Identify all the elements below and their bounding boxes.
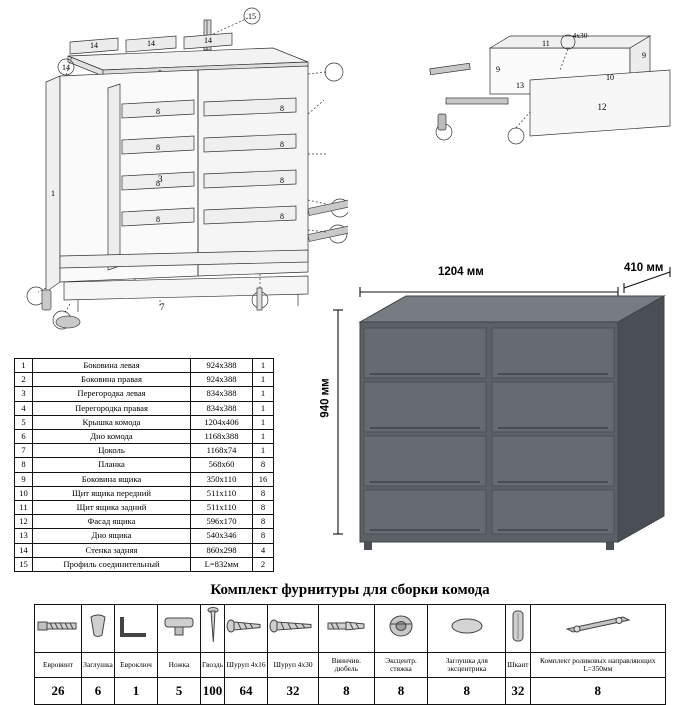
part-qty: 8 xyxy=(253,486,274,500)
part-number: 2 xyxy=(15,373,33,387)
hardware-kit-title: Комплект фурнитуры для сборки комода xyxy=(210,582,490,598)
parts-table-body xyxy=(15,359,274,572)
kit-item-count: 32 xyxy=(506,678,530,705)
kit-names-row xyxy=(35,653,666,678)
part-size: 1204х406 xyxy=(191,415,253,429)
kit-item-count: 100 xyxy=(201,678,225,705)
kit-item-count: 6 xyxy=(82,678,115,705)
table-row xyxy=(15,529,274,543)
svg-text:12: 12 xyxy=(597,102,607,112)
part-name: Перегородка левая xyxy=(33,387,191,401)
part-name: Боковина левая xyxy=(33,359,191,373)
table-row xyxy=(15,486,274,500)
part-name: Боковина ящика xyxy=(33,472,191,486)
kit-item-name: Шкант xyxy=(506,653,530,678)
part-number: 8 xyxy=(15,458,33,472)
table-row xyxy=(15,472,274,486)
part-size: 924х388 xyxy=(191,373,253,387)
part-number: 1 xyxy=(15,359,33,373)
kit-item-count: 8 xyxy=(319,678,375,705)
table-row xyxy=(15,543,274,557)
kit-counts-row xyxy=(35,678,666,705)
part-size: 860х298 xyxy=(191,543,253,557)
part-number: 13 xyxy=(15,529,33,543)
svg-text:7: 7 xyxy=(160,302,165,312)
table-row xyxy=(15,387,274,401)
svg-text:14: 14 xyxy=(204,36,212,45)
table-row xyxy=(15,373,274,387)
hardware-kit-table xyxy=(34,604,666,705)
part-size: 511х110 xyxy=(191,501,253,515)
euro-screw-icon xyxy=(35,605,82,653)
svg-text:8: 8 xyxy=(156,179,160,188)
part-qty: 8 xyxy=(253,529,274,543)
cam-lock-icon xyxy=(374,605,428,653)
kit-icons-row xyxy=(35,605,666,653)
part-name: Цоколь xyxy=(33,444,191,458)
svg-text:3: 3 xyxy=(158,174,163,184)
svg-text:10: 10 xyxy=(606,73,614,82)
part-qty: 8 xyxy=(253,515,274,529)
table-row xyxy=(15,557,274,571)
part-name: Дно ящика xyxy=(33,529,191,543)
part-qty: 1 xyxy=(253,444,274,458)
part-qty: 1 xyxy=(253,373,274,387)
svg-text:8: 8 xyxy=(280,104,284,113)
part-qty: 8 xyxy=(253,501,274,515)
screw-4x16-icon xyxy=(225,605,268,653)
kit-item-name: Шуруп 4х30 xyxy=(268,653,319,678)
svg-text:9: 9 xyxy=(642,51,646,60)
cam-cap-icon xyxy=(428,605,506,653)
part-number: 6 xyxy=(15,430,33,444)
leg-icon xyxy=(158,605,201,653)
part-size: L=832мм xyxy=(191,557,253,571)
wooden-dowel-icon xyxy=(506,605,530,653)
svg-text:8: 8 xyxy=(280,212,284,221)
part-name: Крышка комода xyxy=(33,415,191,429)
table-row xyxy=(15,515,274,529)
part-number: 15 xyxy=(15,557,33,571)
part-qty: 2 xyxy=(253,557,274,571)
exploded-cabinet-diagram xyxy=(8,4,348,344)
dowel-screw-icon xyxy=(319,605,375,653)
kit-item-name: Гвоздь xyxy=(201,653,225,678)
width-dimension-label: 1204 мм xyxy=(438,266,484,278)
kit-item-name: Комплект роликовых направляющих L=350мм xyxy=(530,653,665,678)
part-size: 511х110 xyxy=(191,486,253,500)
kit-item-name: Шуруп 4х16 xyxy=(225,653,268,678)
svg-text:9: 9 xyxy=(496,65,500,74)
part-qty: 4 xyxy=(253,543,274,557)
table-row xyxy=(15,401,274,415)
part-size: 350х110 xyxy=(191,472,253,486)
nail-icon xyxy=(201,605,225,653)
svg-text:1: 1 xyxy=(51,189,55,198)
cap-plug-icon xyxy=(82,605,115,653)
part-size: 1168х74 xyxy=(191,444,253,458)
part-qty: 8 xyxy=(253,458,274,472)
svg-text:14: 14 xyxy=(90,41,98,50)
table-row xyxy=(15,501,274,515)
table-row xyxy=(15,415,274,429)
part-size: 1168х388 xyxy=(191,430,253,444)
part-number: 9 xyxy=(15,472,33,486)
svg-text:8: 8 xyxy=(156,143,160,152)
kit-item-count: 8 xyxy=(530,678,665,705)
part-number: 14 xyxy=(15,543,33,557)
part-qty: 1 xyxy=(253,415,274,429)
kit-item-count: 5 xyxy=(158,678,201,705)
part-name: Щит ящика задний xyxy=(33,501,191,515)
svg-text:14: 14 xyxy=(147,39,155,48)
height-dimension-label: 940 мм xyxy=(319,378,332,418)
part-number: 5 xyxy=(15,415,33,429)
part-name: Фасад ящика xyxy=(33,515,191,529)
kit-item-name: Евровинт xyxy=(35,653,82,678)
screw-4x30-icon xyxy=(268,605,319,653)
part-number: 7 xyxy=(15,444,33,458)
table-row xyxy=(15,458,274,472)
part-size: 596х170 xyxy=(191,515,253,529)
table-row xyxy=(15,359,274,373)
kit-item-name: Евроключ xyxy=(115,653,158,678)
part-size: 834х388 xyxy=(191,387,253,401)
part-name: Стенка задняя xyxy=(33,543,191,557)
svg-text:8: 8 xyxy=(156,215,160,224)
part-number: 12 xyxy=(15,515,33,529)
part-qty: 1 xyxy=(253,387,274,401)
kit-item-count: 26 xyxy=(35,678,82,705)
part-name: Профиль соединительный xyxy=(33,557,191,571)
svg-text:8: 8 xyxy=(280,140,284,149)
part-name: Дно комода xyxy=(33,430,191,444)
svg-text:11: 11 xyxy=(542,39,550,48)
part-number: 3 xyxy=(15,387,33,401)
part-qty: 1 xyxy=(253,359,274,373)
svg-text:4х30: 4х30 xyxy=(572,31,588,40)
part-name: Боковина правая xyxy=(33,373,191,387)
kit-item-count: 8 xyxy=(374,678,428,705)
kit-item-count: 32 xyxy=(268,678,319,705)
drawer-assembly-diagram xyxy=(420,14,690,154)
part-name: Перегородка правая xyxy=(33,401,191,415)
drawer-slide-icon xyxy=(530,605,665,653)
part-qty: 1 xyxy=(253,401,274,415)
kit-item-name: Ввинчив. дюбель xyxy=(319,653,375,678)
part-qty: 1 xyxy=(253,430,274,444)
kit-item-name: Заглушка xyxy=(82,653,115,678)
svg-text:15: 15 xyxy=(248,12,256,21)
table-row xyxy=(15,444,274,458)
kit-item-name: Ножка xyxy=(158,653,201,678)
depth-dimension-label: 410 мм xyxy=(624,262,664,274)
svg-text:14: 14 xyxy=(62,63,70,72)
part-size: 924х388 xyxy=(191,359,253,373)
kit-item-name: Заглушка для эксцентрика xyxy=(428,653,506,678)
parts-list-table xyxy=(14,358,274,572)
table-row xyxy=(15,430,274,444)
part-qty: 16 xyxy=(253,472,274,486)
svg-text:8: 8 xyxy=(156,107,160,116)
part-name: Планка xyxy=(33,458,191,472)
kit-item-name: Эксцентр. стяжка xyxy=(374,653,428,678)
part-size: 834х388 xyxy=(191,401,253,415)
part-size: 568х60 xyxy=(191,458,253,472)
part-name: Щит ящика передний xyxy=(33,486,191,500)
svg-text:8: 8 xyxy=(280,176,284,185)
part-size: 540х346 xyxy=(191,529,253,543)
part-number: 4 xyxy=(15,401,33,415)
kit-item-count: 64 xyxy=(225,678,268,705)
dresser-dimension-view xyxy=(318,262,694,562)
kit-item-count: 1 xyxy=(115,678,158,705)
kit-item-count: 8 xyxy=(428,678,506,705)
euro-key-icon xyxy=(115,605,158,653)
svg-text:13: 13 xyxy=(516,81,524,90)
part-number: 10 xyxy=(15,486,33,500)
part-number: 11 xyxy=(15,501,33,515)
